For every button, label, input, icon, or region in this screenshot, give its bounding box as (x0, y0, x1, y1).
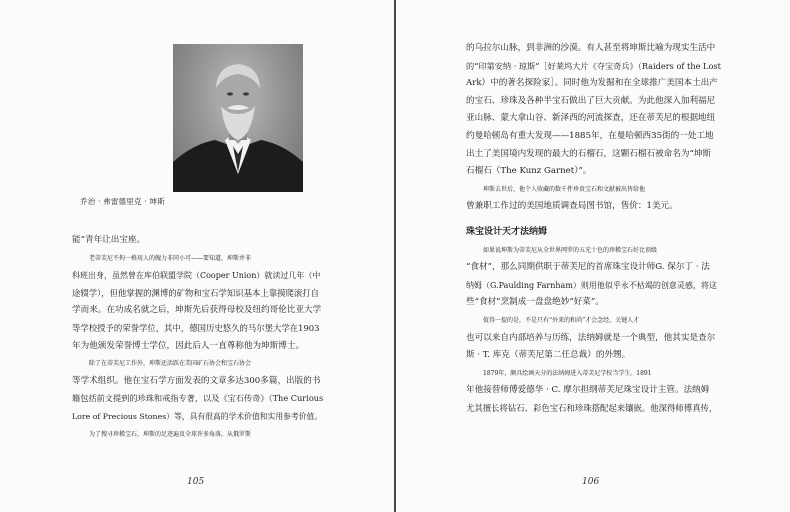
text-line: 的乌拉尔山脉，到非洲的沙漠。有人甚至将坤斯比喻为现实生活中 (466, 43, 716, 53)
text-line: “食材”，那么同期供职于蒂芙尼的首席珠宝设计师G. 保尔丁 · 法 (466, 262, 710, 273)
text-line: 曾兼职工作过的美国地质调查局图书馆，售价：1美元。 (466, 201, 678, 212)
portrait-photo (173, 44, 303, 192)
text-line: 尤其擅长将钻石、彩色宝石和珍珠搭配起来镶嵌。他深得师傅真传， (466, 402, 718, 413)
page-number: 106 (582, 477, 600, 487)
text-line: 年他接替师傅爱德华 · C. 摩尔担纲蒂芙尼珠宝设计主管。法纳姆 (466, 385, 710, 396)
left-page (0, 0, 394, 512)
text-line: 坤斯去世后，他个人收藏的数千件珍贵宝石和文献被出售给他 (483, 185, 646, 193)
text-line: 如果说坤斯为蒂芙尼从全世界网罗的五光十色的珍稀宝石好比顶级 (483, 246, 658, 254)
text-line: 科班出身，虽然曾在库伯联盟学院（Cooper Union）就读过几年（中 (72, 271, 321, 281)
right-body-text (466, 40, 720, 417)
text-line: 等学术组织。他在宝石学方面发表的文章多达300多篇，出版的书 (72, 375, 321, 386)
text-line: 学而来。在功成名就之后，坤斯先后获得母校及纽约哥伦比亚大学 (72, 305, 322, 316)
text-line: 为了搜寻珍稀宝石，坤斯的足迹遍及全球许多角落，从俄罗斯 (89, 430, 252, 438)
text-line: 石榴石（The Kunz Garnet）”。 (466, 166, 592, 177)
page-number: 105 (187, 477, 205, 487)
text-line: 等学校授予的荣誉学位，其中，德国历史悠久的马尔堡大学在1903 (72, 322, 320, 333)
text-line: 也可以来自内部培养与历练，法纳姆就是一个典型，他其实是查尔 (466, 332, 716, 343)
text-line: 年为他颁发荣誉博士学位，因此后人一直尊称他为坤斯博士。 (72, 340, 305, 351)
section-heading: 珠宝设计天才法纳姆 (466, 226, 548, 237)
text-line: Ark）中的著名探险家］。同时他为发掘和在全球推广美国本土出产 (466, 78, 718, 89)
text-line: 老蒂芙尼不拘一格用人的魄力非同小可——要知道，坤斯并非 (89, 254, 252, 262)
text-line: 1879年，颇具绘画天分的法纳姆进入蒂芙尼学校当学生。1891 (483, 369, 652, 377)
photo-caption: 乔治 · 弗雷德里克 · 坤斯 (80, 197, 165, 206)
text-line: 值得一提的是，不是只有“外来的和尚”才会念经，关键人才 (483, 316, 640, 324)
text-line: 的宝石、珍珠及各种半宝石做出了巨大贡献。为此他深入加利福尼 (466, 95, 716, 106)
text-line: 籍包括前文提到的珍珠和戒指专著，以及《宝石传奇》（The Curious (72, 393, 324, 404)
right-page (396, 0, 790, 512)
text-line: 约曼哈顿岛有重大发现——1885年，在曼哈顿西35街的一处工地 (466, 130, 714, 141)
text-line: 纳姆（G.Paulding Farnham）则用他似乎永不枯竭的创意灵感，将这 (466, 280, 717, 290)
text-line: 斯 · T. 库克（蒂芙尼第二任总裁）的外甥。 (466, 350, 631, 361)
text-line: 的“印第安纳 · 琼斯”［好莱坞大片《夺宝奇兵》（Raiders of the Lost (466, 60, 721, 71)
text-line: 亚山脉、蒙大拿山谷、新泽西的河流探查，还在蒂芙尼的根据地纽 (466, 113, 716, 124)
text-line: Lore of Precious Stones）等，具有很高的学术价值和实用参考价值。 (72, 411, 323, 421)
left-body-text (72, 232, 322, 443)
text-line: 能”青年让出宝座。 (72, 235, 146, 245)
text-line: 途辍学），但他掌握的渊博的矿物和宝石学知识基本上靠摸爬滚打自 (72, 287, 320, 298)
text-line: 些“食材”烹制成一盘盘绝妙“好菜”。 (466, 297, 604, 308)
text-line: 出土了美国境内发现的最大的石榴石，这颗石榴石被命名为“坤斯 (466, 148, 712, 159)
text-line: 除了在蒂芙尼工作外，坤斯还活跃在美国矿石协会和宝石协会 (89, 360, 252, 368)
